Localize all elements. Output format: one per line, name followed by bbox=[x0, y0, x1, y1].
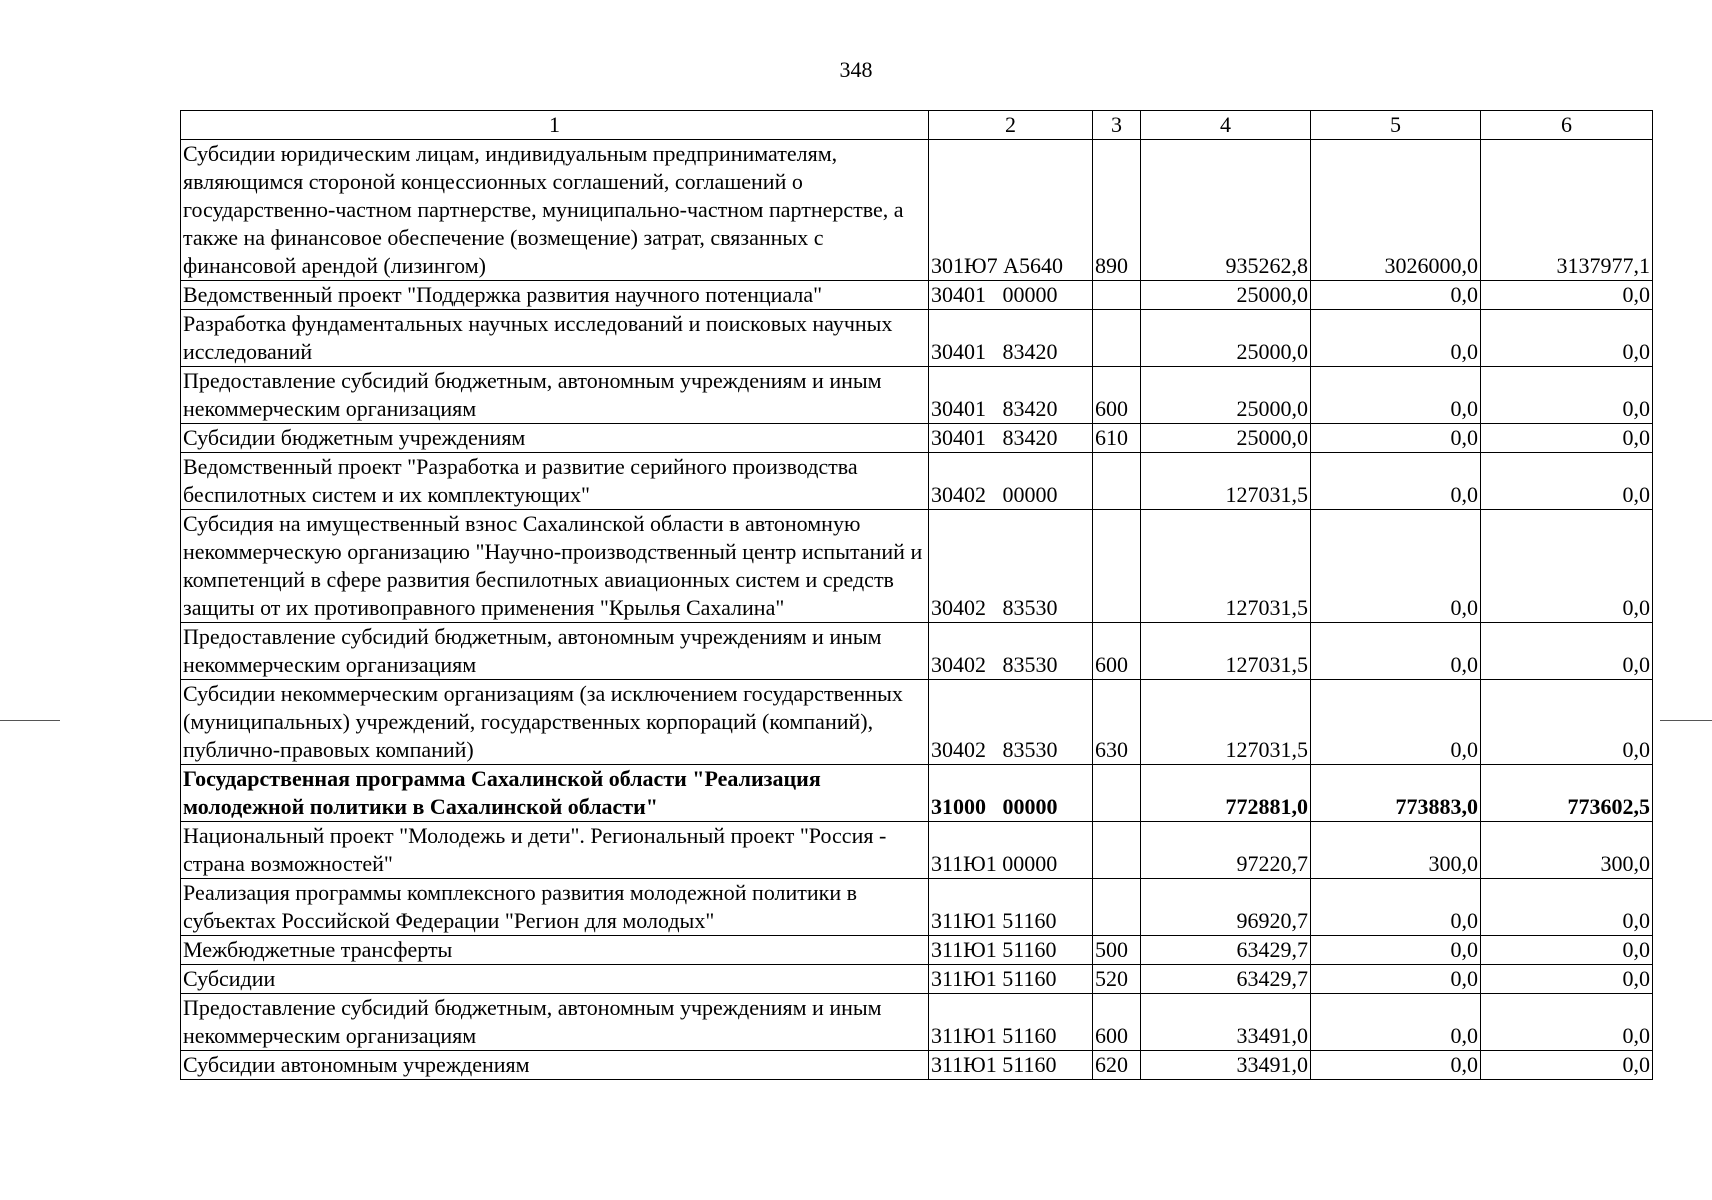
scan-artifact bbox=[1660, 720, 1712, 721]
target-code: 301Ю7 А5640 bbox=[929, 140, 1093, 281]
amount-col6: 3137977,1 bbox=[1481, 140, 1653, 281]
amount-col6: 0,0 bbox=[1481, 453, 1653, 510]
amount-col4: 97220,7 bbox=[1141, 822, 1311, 879]
expense-type: 890 bbox=[1093, 140, 1141, 281]
target-code: 30401 83420 bbox=[929, 424, 1093, 453]
amount-col6: 0,0 bbox=[1481, 367, 1653, 424]
table-row bbox=[181, 281, 1653, 310]
expense-type: 500 bbox=[1093, 936, 1141, 965]
amount-col4: 772881,0 bbox=[1141, 765, 1311, 822]
amount-col4: 127031,5 bbox=[1141, 453, 1311, 510]
expense-type: 600 bbox=[1093, 994, 1141, 1051]
table-row bbox=[181, 140, 1653, 281]
table-row bbox=[181, 453, 1653, 510]
column-header: 2 bbox=[929, 111, 1093, 140]
amount-col6: 773602,5 bbox=[1481, 765, 1653, 822]
amount-col4: 96920,7 bbox=[1141, 879, 1311, 936]
expense-type: 620 bbox=[1093, 1051, 1141, 1080]
target-code: 30402 83530 bbox=[929, 680, 1093, 765]
row-name: Субсидии автономным учреждениям bbox=[181, 1051, 929, 1080]
amount-col5: 0,0 bbox=[1311, 453, 1481, 510]
amount-col6: 300,0 bbox=[1481, 822, 1653, 879]
amount-col4: 63429,7 bbox=[1141, 936, 1311, 965]
row-name: Национальный проект "Молодежь и дети". Региональный проект "Россия - страна возможностей" bbox=[181, 822, 929, 879]
target-code: 311Ю1 00000 bbox=[929, 822, 1093, 879]
target-code: 30401 00000 bbox=[929, 281, 1093, 310]
amount-col5: 0,0 bbox=[1311, 367, 1481, 424]
header-row bbox=[181, 111, 1653, 140]
amount-col5: 0,0 bbox=[1311, 994, 1481, 1051]
amount-col6: 0,0 bbox=[1481, 510, 1653, 623]
amount-col6: 0,0 bbox=[1481, 1051, 1653, 1080]
table-row bbox=[181, 1051, 1653, 1080]
row-name: Предоставление субсидий бюджетным, автономным учреждениям и иным некоммерческим организациям bbox=[181, 367, 929, 424]
target-code: 30402 83530 bbox=[929, 623, 1093, 680]
amount-col6: 0,0 bbox=[1481, 879, 1653, 936]
amount-col6: 0,0 bbox=[1481, 965, 1653, 994]
expense-type bbox=[1093, 510, 1141, 623]
amount-col6: 0,0 bbox=[1481, 310, 1653, 367]
row-name: Предоставление субсидий бюджетным, автономным учреждениям и иным некоммерческим организациям bbox=[181, 623, 929, 680]
target-code: 311Ю1 51160 bbox=[929, 936, 1093, 965]
row-name: Субсидии bbox=[181, 965, 929, 994]
table-row bbox=[181, 765, 1653, 822]
row-name: Ведомственный проект "Разработка и развитие серийного производства беспилотных систем и их комплектующих" bbox=[181, 453, 929, 510]
amount-col5: 0,0 bbox=[1311, 936, 1481, 965]
expense-type bbox=[1093, 453, 1141, 510]
expense-type: 630 bbox=[1093, 680, 1141, 765]
row-name: Субсидии бюджетным учреждениям bbox=[181, 424, 929, 453]
table-row bbox=[181, 680, 1653, 765]
scan-artifact bbox=[0, 720, 60, 721]
expense-type bbox=[1093, 310, 1141, 367]
target-code: 30401 83420 bbox=[929, 310, 1093, 367]
amount-col6: 0,0 bbox=[1481, 994, 1653, 1051]
target-code: 30402 83530 bbox=[929, 510, 1093, 623]
expense-type: 520 bbox=[1093, 965, 1141, 994]
table-row bbox=[181, 879, 1653, 936]
table-row bbox=[181, 310, 1653, 367]
expense-type bbox=[1093, 879, 1141, 936]
amount-col5: 3026000,0 bbox=[1311, 140, 1481, 281]
budget-table bbox=[180, 110, 1653, 1080]
amount-col5: 0,0 bbox=[1311, 310, 1481, 367]
amount-col6: 0,0 bbox=[1481, 680, 1653, 765]
amount-col4: 33491,0 bbox=[1141, 994, 1311, 1051]
amount-col5: 0,0 bbox=[1311, 1051, 1481, 1080]
amount-col4: 33491,0 bbox=[1141, 1051, 1311, 1080]
expense-type: 600 bbox=[1093, 623, 1141, 680]
expense-type: 600 bbox=[1093, 367, 1141, 424]
amount-col5: 0,0 bbox=[1311, 879, 1481, 936]
amount-col4: 127031,5 bbox=[1141, 623, 1311, 680]
amount-col4: 63429,7 bbox=[1141, 965, 1311, 994]
row-name: Предоставление субсидий бюджетным, автономным учреждениям и иным некоммерческим организациям bbox=[181, 994, 929, 1051]
column-header: 6 bbox=[1481, 111, 1653, 140]
amount-col6: 0,0 bbox=[1481, 281, 1653, 310]
amount-col5: 0,0 bbox=[1311, 680, 1481, 765]
row-name: Реализация программы комплексного развития молодежной политики в субъектах Российской Федерации "Регион для молодых" bbox=[181, 879, 929, 936]
target-code: 30401 83420 bbox=[929, 367, 1093, 424]
amount-col4: 25000,0 bbox=[1141, 310, 1311, 367]
expense-type bbox=[1093, 765, 1141, 822]
table-row bbox=[181, 623, 1653, 680]
row-name: Субсидии юридическим лицам, индивидуальным предпринимателям, являющимся стороной концессионных соглашений, соглашений о государственно-частном партнерстве, муниципально-частном партнерстве, а также на финансовое обеспечение (возмещение) затрат, связанных с финансовой арендой (лизингом) bbox=[181, 140, 929, 281]
amount-col4: 25000,0 bbox=[1141, 367, 1311, 424]
amount-col4: 127031,5 bbox=[1141, 680, 1311, 765]
expense-type bbox=[1093, 281, 1141, 310]
table-row bbox=[181, 822, 1653, 879]
column-header: 3 bbox=[1093, 111, 1141, 140]
target-code: 311Ю1 51160 bbox=[929, 1051, 1093, 1080]
target-code: 311Ю1 51160 bbox=[929, 965, 1093, 994]
table-row bbox=[181, 367, 1653, 424]
column-header: 4 bbox=[1141, 111, 1311, 140]
amount-col4: 127031,5 bbox=[1141, 510, 1311, 623]
amount-col5: 0,0 bbox=[1311, 510, 1481, 623]
amount-col5: 0,0 bbox=[1311, 965, 1481, 994]
table-row bbox=[181, 424, 1653, 453]
table-row bbox=[181, 965, 1653, 994]
column-header: 5 bbox=[1311, 111, 1481, 140]
target-code: 30402 00000 bbox=[929, 453, 1093, 510]
amount-col4: 25000,0 bbox=[1141, 281, 1311, 310]
table-row bbox=[181, 510, 1653, 623]
amount-col5: 300,0 bbox=[1311, 822, 1481, 879]
target-code: 31000 00000 bbox=[929, 765, 1093, 822]
amount-col4: 935262,8 bbox=[1141, 140, 1311, 281]
amount-col6: 0,0 bbox=[1481, 424, 1653, 453]
row-name: Государственная программа Сахалинской области "Реализация молодежной политики в Сахалинской области" bbox=[181, 765, 929, 822]
amount-col5: 0,0 bbox=[1311, 281, 1481, 310]
table-row bbox=[181, 936, 1653, 965]
row-name: Субсидия на имущественный взнос Сахалинской области в автономную некоммерческую организацию "Научно-производственный центр испытаний и компетенций в сфере развития беспилотных авиационных систем и средств защиты от их противоправного применения "Крылья Сахалина" bbox=[181, 510, 929, 623]
amount-col4: 25000,0 bbox=[1141, 424, 1311, 453]
target-code: 311Ю1 51160 bbox=[929, 879, 1093, 936]
page-number: 348 bbox=[839, 57, 873, 82]
row-name: Разработка фундаментальных научных исследований и поисковых научных исследований bbox=[181, 310, 929, 367]
amount-col6: 0,0 bbox=[1481, 623, 1653, 680]
row-name: Межбюджетные трансферты bbox=[181, 936, 929, 965]
table-body bbox=[181, 140, 1653, 1080]
column-header: 1 bbox=[181, 111, 929, 140]
table-row bbox=[181, 994, 1653, 1051]
row-name: Ведомственный проект "Поддержка развития научного потенциала" bbox=[181, 281, 929, 310]
amount-col5: 773883,0 bbox=[1311, 765, 1481, 822]
target-code: 311Ю1 51160 bbox=[929, 994, 1093, 1051]
expense-type bbox=[1093, 822, 1141, 879]
amount-col5: 0,0 bbox=[1311, 623, 1481, 680]
amount-col5: 0,0 bbox=[1311, 424, 1481, 453]
row-name: Субсидии некоммерческим организациям (за исключением государственных (муниципальных) учреждений, государственных корпораций (компаний), публично-правовых компаний) bbox=[181, 680, 929, 765]
expense-type: 610 bbox=[1093, 424, 1141, 453]
amount-col6: 0,0 bbox=[1481, 936, 1653, 965]
